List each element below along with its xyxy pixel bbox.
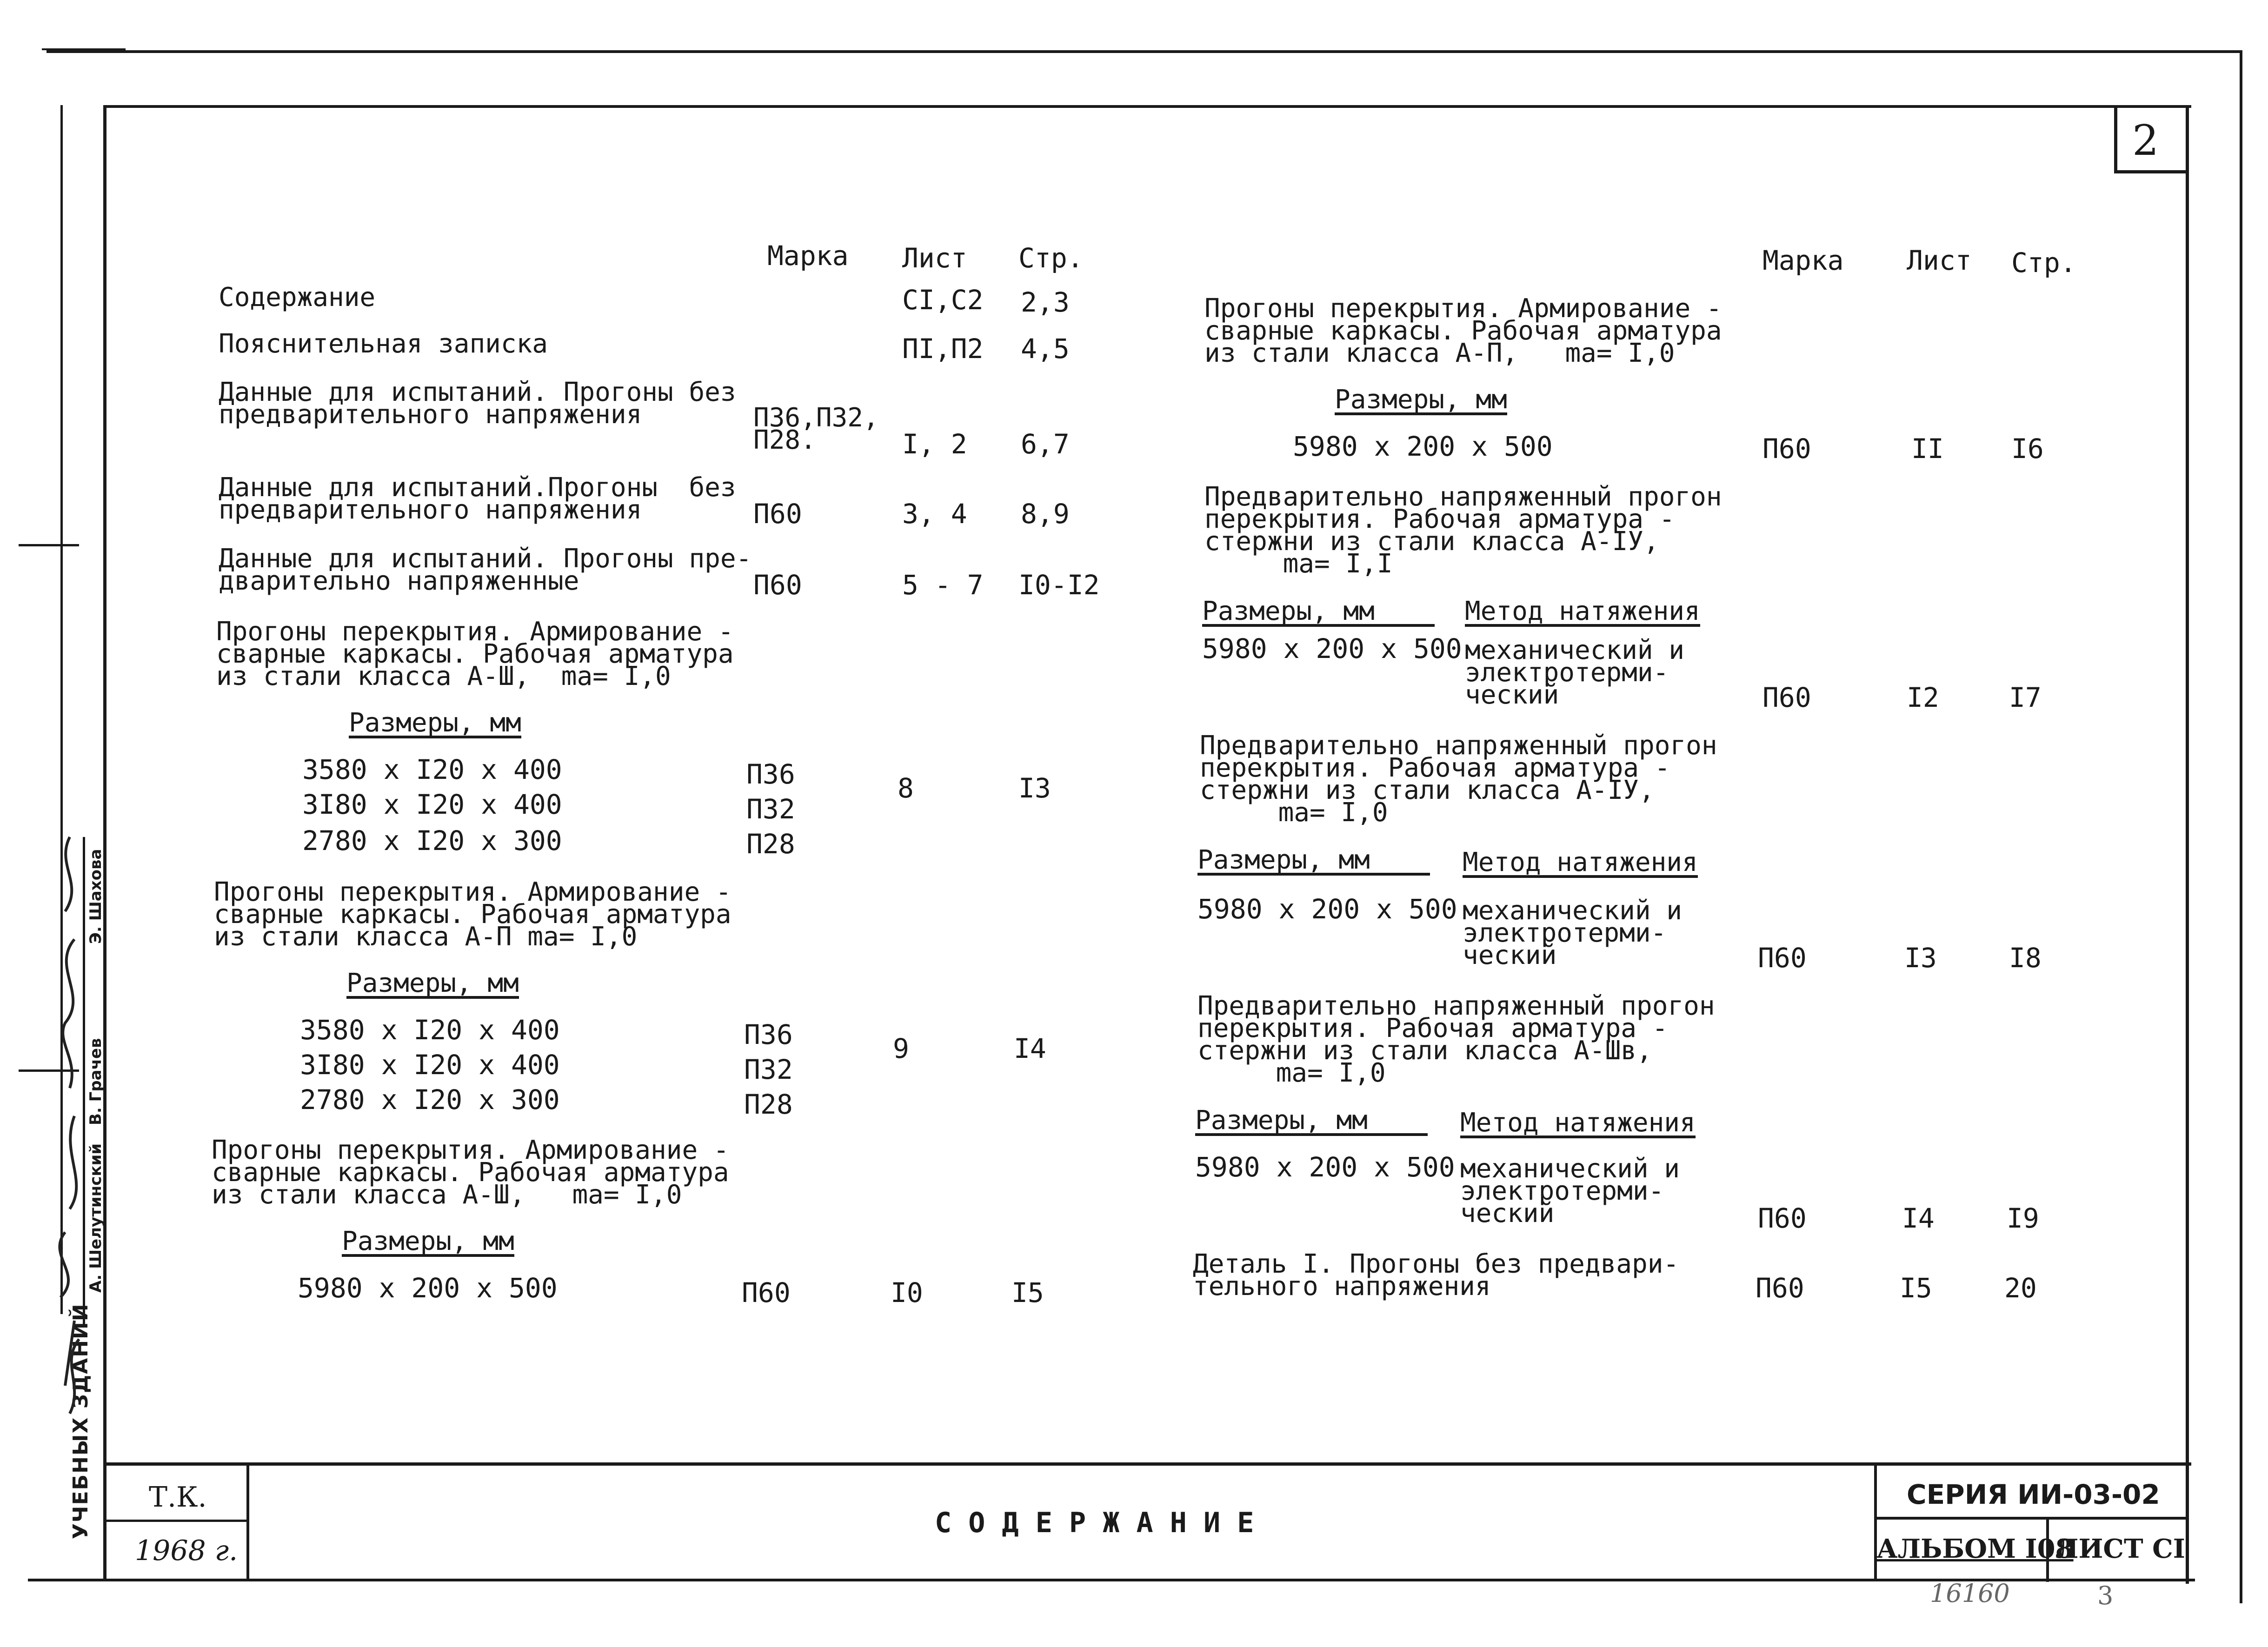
item-page: 20 (2004, 1272, 2037, 1304)
toc-page: 6,7 (1021, 428, 1070, 460)
dim-value: 5980 x 200 x 500 (1197, 893, 1457, 925)
item-mark: П60 (1763, 433, 1811, 465)
toc-title: Данные для испытаний.Прогоны без предварительного напряжения (219, 472, 736, 525)
toc-mark: П60 (753, 498, 802, 530)
group-sheet: I0 (891, 1277, 923, 1308)
outer-right-line (2240, 50, 2242, 1603)
signature-marks (19, 828, 107, 1441)
item-page: I6 (2011, 433, 2044, 465)
dim-value: 2780 x I20 x 300 (300, 1084, 560, 1116)
dim-value: 5980 x 200 x 500 (298, 1272, 558, 1304)
method-value: механический и электротерми- ческий (1460, 1154, 1680, 1229)
dim-header: Размеры, мм (1335, 385, 1507, 415)
toc-mark: П60 (753, 569, 802, 601)
toc-title: Данные для испытаний. Прогоны без предварительного напряжения (219, 377, 736, 430)
right-header-sheet: Лист (1907, 245, 1972, 276)
item-page: I8 (2009, 942, 2042, 974)
item-sheet: I2 (1907, 682, 1939, 713)
dim-value: 5980 x 200 x 500 (1195, 1151, 1455, 1183)
group-mark: П32 (744, 1054, 793, 1085)
toc-sheet: ПI,П2 (902, 333, 984, 365)
tb-album: АЛЬБОМ I08 (1876, 1534, 2074, 1564)
item-sheet: I3 (1904, 942, 1937, 974)
strip-mark-1 (19, 544, 79, 546)
side-name-2: В. Грачев (86, 1038, 105, 1125)
tb-hline-right (1874, 1517, 2188, 1520)
group-title: Прогоны перекрытия. Армирование - сварные каркасы. Рабочая арматура из стали класса А-Ш, mа= I,0 (212, 1135, 729, 1210)
left-header-mark: Марка (767, 240, 849, 272)
tb-title: С О Д Е Р Ж А Н И Е (935, 1507, 1254, 1539)
dim-header: Размеры, мм (1197, 849, 1430, 876)
group-title: Прогоны перекрытия. Армирование - сварные каркасы. Рабочая арматура из стали класса А-Ш, mа= I,0 (216, 617, 734, 691)
group-page: I5 (1011, 1277, 1044, 1308)
toc-page: 2,3 (1021, 286, 1070, 318)
dim-header: Размеры, мм (349, 708, 521, 738)
title-block-top-line (103, 1462, 2191, 1466)
group-mark: П60 (742, 1277, 791, 1308)
item-mark: П60 (1758, 1202, 1807, 1234)
stamp-number: 16160 (1930, 1579, 2010, 1608)
dim-value: 3580 x I20 x 400 (302, 754, 562, 785)
group-mark: П36 (744, 1019, 793, 1050)
item-page: I9 (2007, 1202, 2039, 1234)
side-name-1: А. Шелутинский (86, 1143, 105, 1293)
sheet-number: 2 (2132, 116, 2159, 165)
dim-value: 3580 x I20 x 400 (300, 1014, 560, 1046)
top-left-dash (42, 48, 126, 50)
inner-right-line (2186, 105, 2189, 1584)
group-sheet: 8 (898, 772, 914, 804)
item-title: Предварительно напряженный прогон перекрытия. Рабочая арматура - стержни из стали класса А-IУ, mа= I,0 (1200, 731, 1717, 828)
dim-value: 5980 x 200 x 500 (1293, 431, 1553, 462)
group-page: I3 (1018, 772, 1051, 804)
item-sheet: I4 (1902, 1202, 1935, 1234)
toc-sheet: 3, 4 (902, 498, 967, 530)
side-name-3: Э. Шахова (86, 849, 105, 944)
item-title: Предварительно напряженный прогон перекрытия. Рабочая арматура - стержни из стали класса А-Шв, mа= I,0 (1197, 991, 1715, 1088)
dim-header: Размеры, мм (342, 1226, 514, 1256)
item-sheet: II (1911, 433, 1944, 465)
item-title: Прогоны перекрытия. Армирование - сварные каркасы. Рабочая арматура из стали класса А-П, mа= I,0 (1204, 293, 1722, 368)
toc-sheet: I, 2 (902, 428, 967, 460)
item-page: I7 (2009, 682, 2042, 713)
group-sheet: 9 (893, 1033, 909, 1064)
inner-top-line (103, 105, 2191, 108)
item-title: Предварительно напряженный прогон перекрытия. Рабочая арматура - стержни из стали класса А-IУ, mа= I,I (1204, 482, 1722, 579)
toc-sheet: 5 - 7 (902, 569, 984, 601)
toc-title: Содержание (219, 282, 376, 312)
group-mark: П28 (746, 828, 795, 860)
group-title: Прогоны перекрытия. Армирование - сварные каркасы. Рабочая арматура из стали класса А-П mа= I,0 (214, 877, 732, 952)
toc-page: I0-I2 (1018, 569, 1100, 601)
group-mark: П28 (744, 1089, 793, 1120)
method-header: Метод натяжения (1460, 1108, 1696, 1138)
group-mark: П32 (746, 793, 795, 825)
method-header: Метод натяжения (1465, 596, 1700, 626)
item-title: Деталь I. Прогоны без предвари- тельного напряжения (1193, 1249, 1679, 1302)
method-value: механический и электротерми- ческий (1465, 635, 1685, 710)
toc-title: Пояснительная записка (219, 329, 548, 359)
item-mark: П60 (1763, 682, 1811, 713)
dim-value: 3I80 x I20 x 400 (300, 1049, 560, 1081)
dim-value: 3I80 x I20 x 400 (302, 789, 562, 820)
side-purpose-text: УЧЕБНЫХ ЗДАНИЙ (69, 1303, 93, 1539)
dim-value: 2780 x I20 x 300 (302, 825, 562, 857)
toc-page: 8,9 (1021, 498, 1070, 530)
corner-mark: 3 (2097, 1581, 2114, 1610)
dim-header: Размеры, мм (346, 968, 519, 998)
group-page: I4 (1014, 1033, 1046, 1064)
method-value: механический и электротерми- ческий (1463, 896, 1683, 970)
dim-header: Размеры, мм (1195, 1109, 1428, 1136)
toc-page: 4,5 (1021, 333, 1070, 365)
group-mark: П36 (746, 758, 795, 790)
right-header-page: Стр. (2011, 247, 2076, 279)
tb-series: СЕРИЯ ИИ-03-02 (1907, 1479, 2160, 1510)
dim-header: Размеры, мм (1202, 600, 1435, 627)
item-mark: П60 (1756, 1272, 1804, 1304)
item-sheet: I5 (1900, 1272, 1932, 1304)
tb-sheet: ЛИСТ CI (2055, 1534, 2185, 1564)
outer-top-line (47, 50, 2241, 53)
tb-hline-left (103, 1520, 248, 1522)
tb-tk: Т.К. (149, 1481, 207, 1514)
toc-sheet: CI,C2 (902, 284, 984, 316)
left-header-page: Стр. (1018, 242, 1084, 274)
right-header-mark: Марка (1763, 245, 1844, 276)
toc-title: Данные для испытаний. Прогоны пре- дварительно напряженные (219, 544, 752, 596)
tb-year: 1968 г. (135, 1534, 238, 1567)
item-mark: П60 (1758, 942, 1807, 974)
toc-mark: П36,П32, П28. (753, 403, 879, 455)
dim-value: 5980 x 200 x 500 (1202, 633, 1462, 664)
bottom-line (28, 1579, 2195, 1581)
left-header-sheet: Лист (902, 242, 967, 274)
method-header: Метод натяжения (1463, 847, 1698, 877)
